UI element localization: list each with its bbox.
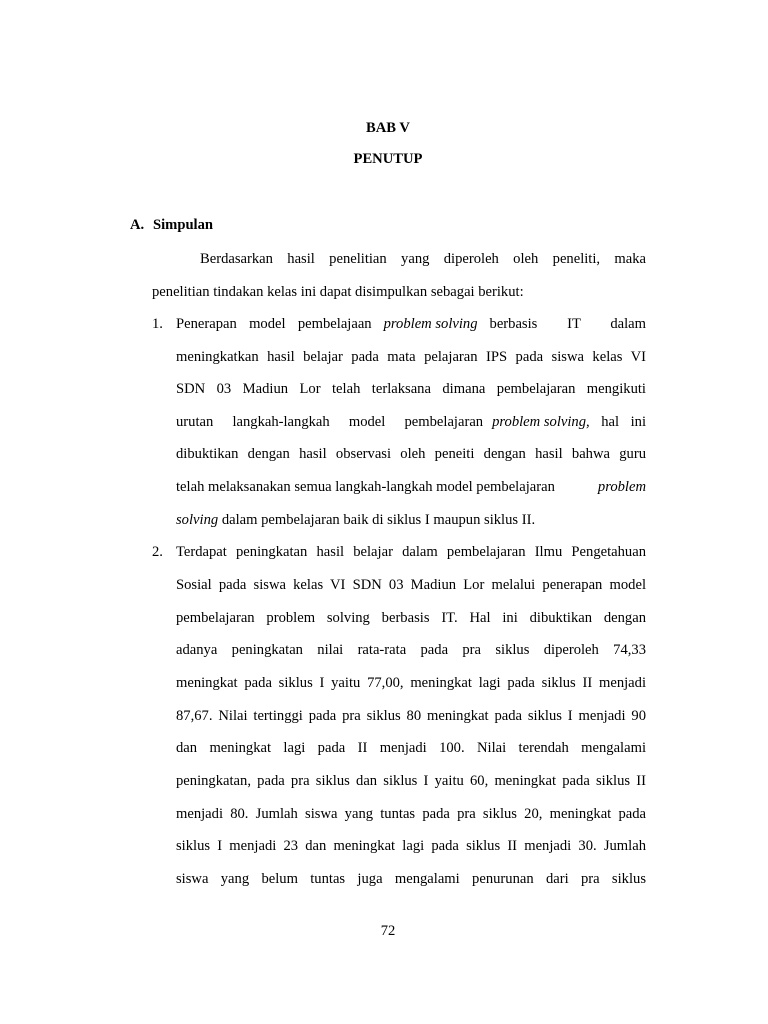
text-run: berbasis IT dalam — [489, 316, 646, 332]
italic-term: problem solving — [383, 316, 478, 332]
list-item-line: dibuktikan dengan hasil observasi oleh peneiti dengan hasil bahwa guru — [176, 446, 646, 462]
text-run: urutan langkah-langkah model pembelajaran — [176, 414, 484, 430]
section-title: Simpulan — [153, 217, 214, 233]
page-number: 72 — [380, 923, 396, 939]
list-item-line: menjadi 80. Jumlah siswa yang tuntas pada pra siklus 20, meningkat pada — [176, 806, 646, 822]
list-item-line: SDN 03 Madiun Lor telah terlaksana dimana pembelajaran mengikuti — [176, 381, 646, 397]
text-run: Penerapan model pembelajaan — [176, 316, 372, 332]
italic-term: problem — [597, 479, 646, 495]
list-number: 1. — [152, 316, 163, 332]
italic-term: solving — [176, 512, 219, 528]
text-run: dalam pembelajaran baik di siklus I maupun siklus II. — [218, 512, 536, 528]
paragraph-line: penelitian tindakan kelas ini dapat disimpulkan sebagai berikut: — [152, 284, 524, 300]
list-item-line: Terdapat peningkatan hasil belajar dalam pembelajaran Ilmu Pengetahuan — [176, 544, 646, 560]
list-item-line: pembelajaran problem solving berbasis IT. Hal ini dibuktikan dengan — [176, 610, 646, 626]
list-item-line: 87,67. Nilai tertinggi pada pra siklus 80 meningkat pada siklus I menjadi 90 — [176, 708, 646, 724]
chapter-number: BAB V — [366, 120, 410, 136]
list-item-line: meningkatkan hasil belajar pada mata pelajaran IPS pada siswa kelas VI — [176, 349, 646, 365]
section-heading — [130, 217, 213, 234]
section-letter: A. — [130, 217, 145, 233]
paragraph-line: Berdasarkan hasil penelitian yang diperoleh oleh peneliti, maka — [200, 251, 646, 267]
list-item-line — [176, 512, 535, 529]
list-item-line: meningkat pada siklus I yaitu 77,00, meningkat lagi pada siklus II menjadi — [176, 675, 646, 691]
list-item-line — [176, 479, 646, 496]
list-item-line: siklus I menjadi 23 dan meningkat lagi pada siklus II menjadi 30. Jumlah — [176, 838, 646, 854]
text-run: , hal ini — [586, 414, 646, 430]
list-item-line: siswa yang belum tuntas juga mengalami penurunan dari pra siklus — [176, 871, 646, 887]
list-item-line — [176, 414, 646, 431]
list-item-line: dan meningkat lagi pada II menjadi 100. Nilai terendah mengalami — [176, 740, 646, 756]
list-item-line: peningkatan, pada pra siklus dan siklus I yaitu 60, meningkat pada siklus II — [176, 773, 646, 789]
list-item-line: adanya peningkatan nilai rata-rata pada pra siklus diperoleh 74,33 — [176, 642, 646, 658]
list-item-line — [176, 316, 646, 333]
list-number: 2. — [152, 544, 163, 560]
list-item-line: Sosial pada siswa kelas VI SDN 03 Madiun Lor melalui penerapan model — [176, 577, 646, 593]
text-run: telah melaksanakan semua langkah-langkah model pembelajaran — [176, 479, 555, 495]
italic-term: problem solving — [492, 414, 586, 430]
chapter-title: PENUTUP — [353, 151, 423, 167]
